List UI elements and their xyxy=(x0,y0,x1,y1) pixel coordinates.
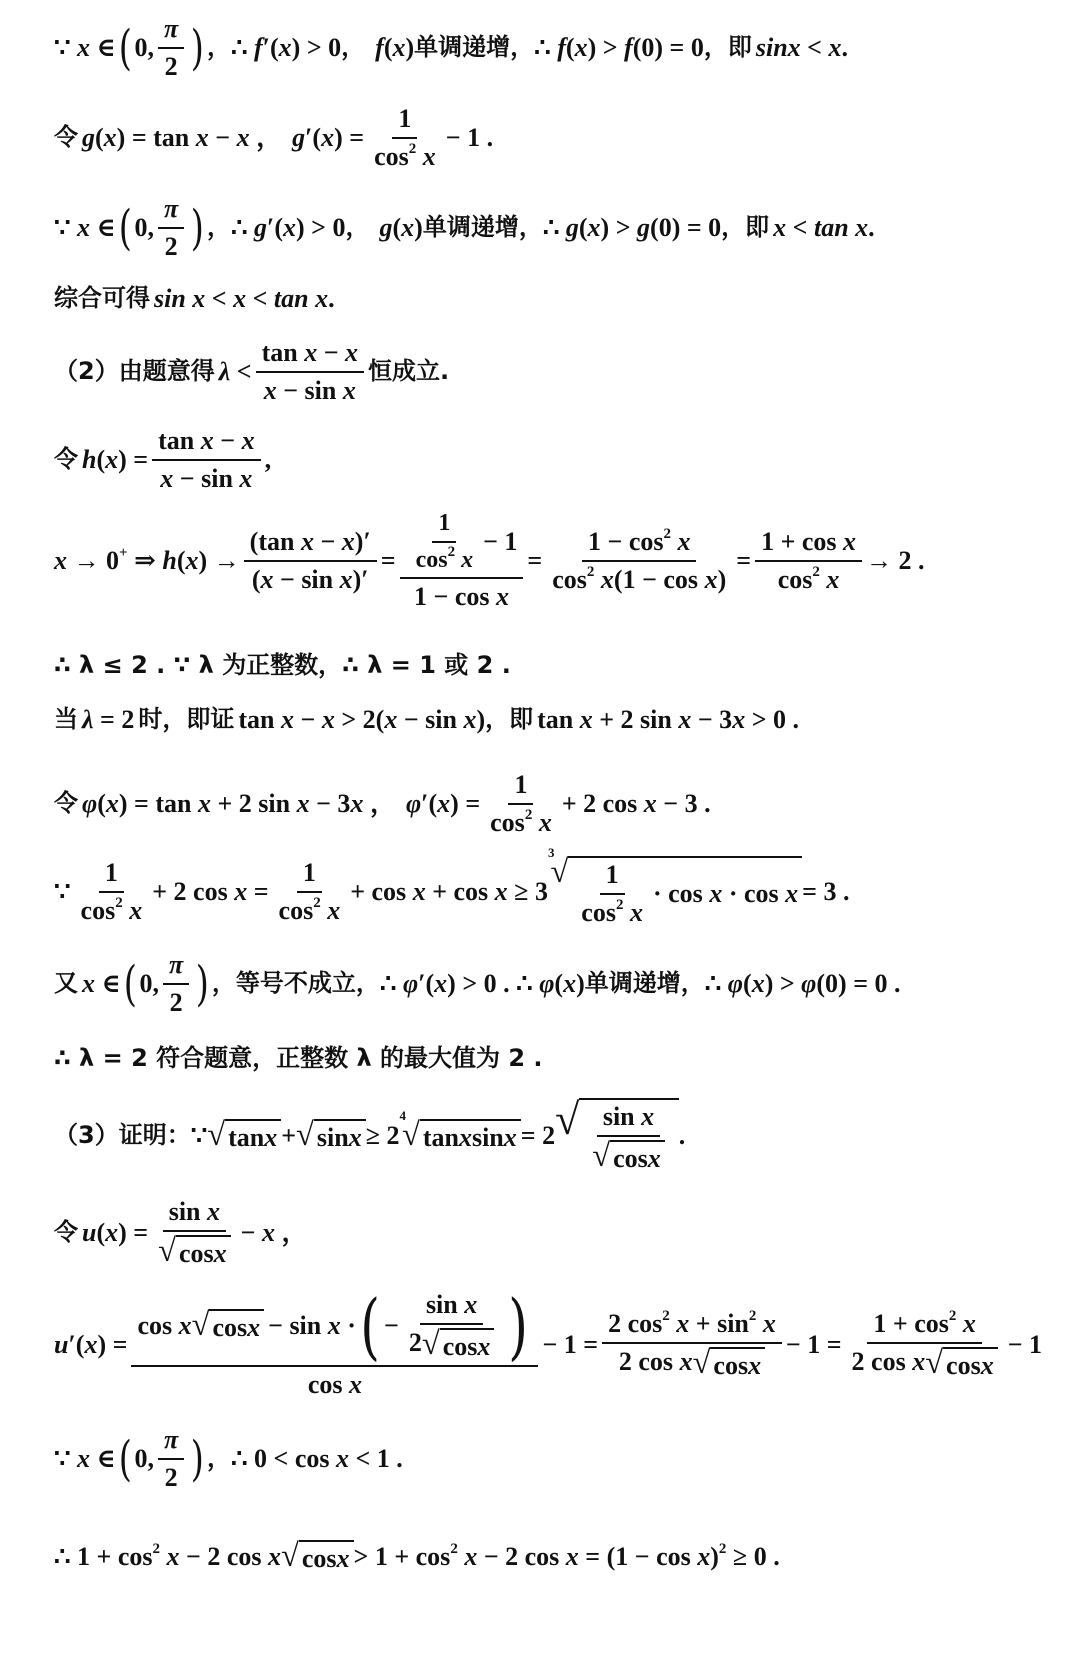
ji-text: 即 xyxy=(745,213,770,242)
line-9: 当 λ = 2 时，即证 tan x − x > 2(x − sin x) ，即 tan x + 2 sin x − 3x > 0 . xyxy=(54,705,800,734)
line-13 xyxy=(54,1045,1050,1073)
line-1: ∵ x ∈ ( 0, $\frac{\pi}{2}$ ) ， ∴ f′(x) > 0 ， f(x) 单调递增， ∴ f(x) > f(0) = 0 ， 即 sinx < x . xyxy=(54,14,848,81)
part3-label: （3）证明： xyxy=(54,1121,191,1150)
monotone-text: 单调递增， xyxy=(584,969,705,998)
conclusion-2-text: ∴ λ = 2 符合题意，正整数 λ 的最大值为 2 . xyxy=(54,1044,543,1072)
dang-text: 当 xyxy=(54,705,78,734)
lambda-range-text: ∴ λ ≤ 2 . ∵ λ 为正整数，∴ λ = 1 或 2 . xyxy=(54,651,511,679)
conclusion-1: sinx < x xyxy=(755,32,842,62)
ji-text: ，即 xyxy=(485,705,534,734)
ling-text: 令 xyxy=(54,445,78,474)
line-8 xyxy=(54,652,1050,680)
line-7: x → 0+ ⇒ h(x) → $\frac{\text{(tan x − x)′}}{\text{(x − sin x)′}}$ = $\frac{1}{\cos^2 x}$ − 1 1 − cos x = $\frac{1 - \cos^2 x}{\cos^2 x(1 - \cos x)}$ = $\frac{\text{1 + cos x}}{\cos^2 x}$ → 2 . xyxy=(54,510,925,612)
hold-text: 恒成立. xyxy=(368,357,450,386)
line-2: 令 g(x) = tan x − x ， g′(x) = $\frac{1}{\cos^2 x}$ − 1 . xyxy=(54,104,494,171)
shi-text: 时，即证 xyxy=(138,705,235,734)
you-text: 又 xyxy=(54,969,78,998)
monotone-text: 单调递增， xyxy=(422,213,543,242)
line-16: u′(x) = cos x √ cos x − sin x · ( − sin x 2 √ cos x ) cos x − 1 = 2 $\cos^2 x + \sin^2 x$ 2 cos x √ cos x − 1 = $1 + \cos^2 x$ 2 cos x √ cos x − 1 xyxy=(54,1284,1043,1399)
line-3: ∵ x ∈ ( 0, $\frac{\pi}{2}$ ) ， ∴ g′(x) > 0 ， g(x) 单调递增， ∴ g(x) > g(0) = 0 ， 即 x < tan x . xyxy=(54,194,875,261)
summary-expr: sin x < x < tan x xyxy=(154,284,329,313)
ji-text: 即 xyxy=(727,33,752,62)
line-4: 综合可得 sin x < x < tan x . xyxy=(54,284,335,313)
monotone-text: 单调递增， xyxy=(414,33,535,62)
line-14: （3）证明： ∵ √ tan x + √ sin x ≥ 2 4 √ tan x sin x = 2 √ sin x √ cos x . xyxy=(54,1095,686,1174)
ling-text: 令 xyxy=(54,789,78,818)
ling-text: 令 xyxy=(54,123,78,152)
line-5: （2）由题意得 λ < $\frac{\text{tan x − x}}{\text{x − sin x}}$ 恒成立. xyxy=(54,338,450,405)
line-15: 令 u(x) = sin x √ cos x − x ， xyxy=(54,1197,308,1269)
line-11: ∵ $\frac{1}{\cos^2 x}$ + 2 cos x = $\frac{1}{\cos^2 x}$ + cos x + cos x ≥ 3 3 √ $\frac{1}{\cos^2 x}$ · cos x · cos x = 3 . xyxy=(54,845,850,927)
line-12: 又 x ∈ ( 0, $\frac{\pi}{2}$ ) ，等号不成立， ∴ φ′(x) > 0 . ∴ φ(x) 单调递增， ∴ φ(x) > φ(0) = 0 . xyxy=(54,950,901,1017)
part2-label: （2）由题意得 xyxy=(54,357,215,386)
ling-text: 令 xyxy=(54,1218,78,1247)
line-6: 令 h(x) = $\frac{\text{tan x − x}}{\text{x − sin x}}$ , xyxy=(54,426,272,493)
summary-text: 综合可得 xyxy=(54,284,150,313)
line-18: ∴ $1 + \cos^2 x - 2$ cos x √ cos x > $1 + \cos^2 x - 2$ $\cos x = (1 - \cos x)^2 \ge 0$ . xyxy=(54,1538,780,1574)
line-10: 令 φ(x) = tan x + 2 sin x − 3x ， φ′(x) = $\frac{1}{\cos^2 x}$ + 2 cos x − 3 . xyxy=(54,770,711,837)
conclusion-3: x < tan x xyxy=(773,212,869,242)
line-17: ∵ x ∈ ( 0, $\frac{\pi}{2}$ ) ， ∴ 0 < cos x < 1 . xyxy=(54,1425,403,1492)
equal-sign-text: ，等号不成立， xyxy=(211,969,380,998)
